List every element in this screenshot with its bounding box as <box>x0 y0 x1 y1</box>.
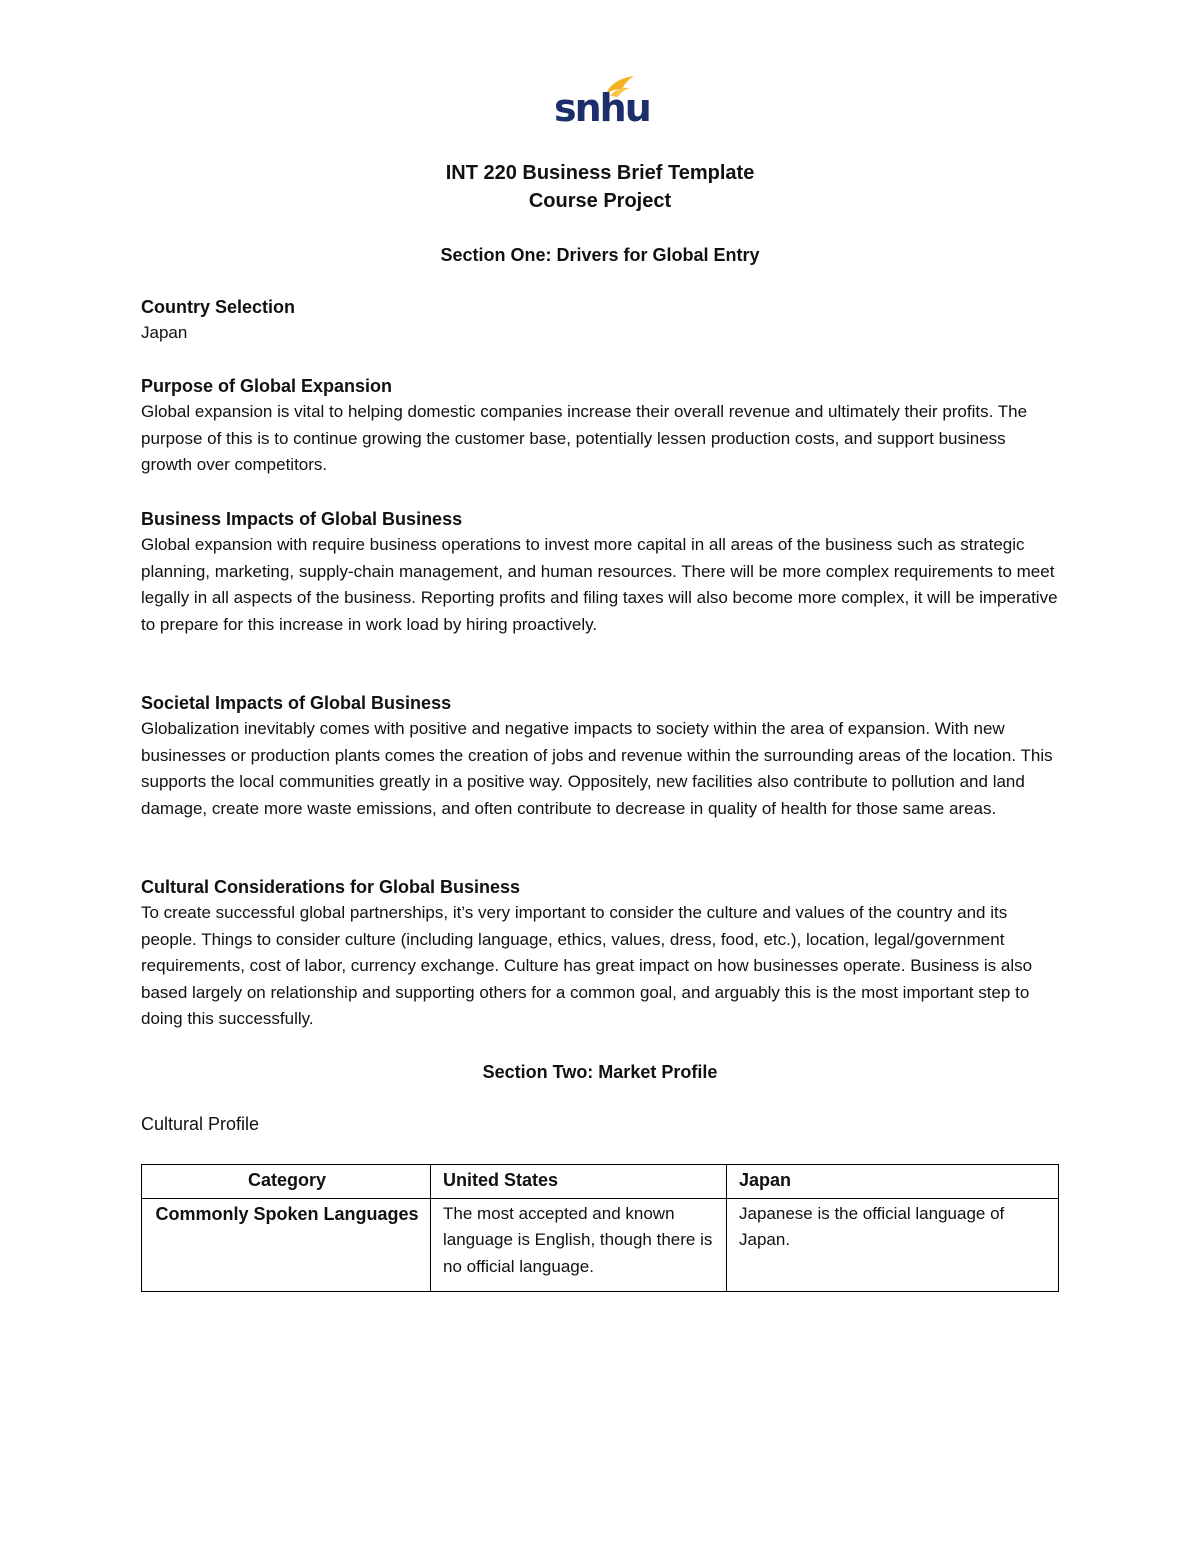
purpose-block <box>141 373 1061 479</box>
table-header-japan: Japan <box>727 1165 1059 1199</box>
cultural-profile-table <box>141 1164 1059 1292</box>
country-selection-heading: Country Selection <box>141 297 296 317</box>
business-impacts-block <box>141 506 1061 638</box>
table-cell-category: Commonly Spoken Languages <box>142 1198 431 1291</box>
cultural-profile-block <box>141 1111 1061 1137</box>
cultural-profile-heading: Cultural Profile <box>141 1114 260 1134</box>
cultural-considerations-block <box>141 874 1061 1033</box>
snhu-logo <box>554 72 650 134</box>
business-impacts-heading: Business Impacts of Global Business <box>141 509 463 529</box>
purpose-heading: Purpose of Global Expansion <box>141 376 393 396</box>
table-cell-japan: Japanese is the official language of Japan. <box>727 1198 1059 1291</box>
table-header-category: Category <box>142 1165 431 1199</box>
document-title: INT 220 Business Brief Template <box>445 162 755 184</box>
country-selection-block <box>141 294 1061 347</box>
country-selection-body: Japan <box>141 323 188 342</box>
section-two-title: Section Two: Market Profile <box>482 1062 718 1082</box>
societal-impacts-heading: Societal Impacts of Global Business <box>141 693 452 713</box>
logo-wordmark: snhu <box>554 86 650 130</box>
business-impacts-body: Global expansion with require business operations to invest more capital in all areas of the business such as strategic planning, marketing, supply-chain management, and human resources. There will be more complex requirements to meet legally in all aspects of the business. Reporting profits and filing taxes will also become more complex, it will be imperative to prepare for this increase in work load by hiring proactively. <box>141 535 1058 634</box>
cultural-considerations-heading: Cultural Considerations for Global Business <box>141 877 521 897</box>
societal-impacts-block <box>141 690 1061 822</box>
table-cell-us: The most accepted and known language is English, though there is no official language. <box>431 1198 727 1291</box>
cultural-considerations-body: To create successful global partnerships, it’s very important to consider the culture and values of the country and its people. Things to consider culture (including language, ethics, values, dress, food, etc.), location, legal/government requirements, cost of labor, currency exchange. Culture has great impact on how businesses operate. Business is also based largely on relationship and supporting others for a common goal, and arguably this is the most important step to doing this successfully. <box>141 903 1033 1028</box>
section-one-title: Section One: Drivers for Global Entry <box>440 245 760 265</box>
societal-impacts-body: Globalization inevitably comes with positive and negative impacts to society within the area of expansion. With new businesses or production plants comes the creation of jobs and revenue within the surrounding areas of the location. This supports the local communities greatly in a positive way. Oppositely, new facilities also contribute to pollution and land damage, create more waste emissions, and often contribute to decrease in quality of health for those same areas. <box>141 719 1053 818</box>
purpose-body: Global expansion is vital to helping domestic companies increase their overall revenue and ultimately their profits. The purpose of this is to continue growing the customer base, potentially lessen production costs, and support business growth over competitors. <box>141 402 1028 474</box>
table-header-us: United States <box>431 1165 727 1199</box>
table-row <box>142 1198 1059 1291</box>
table-header-row <box>142 1165 1059 1199</box>
document-subtitle: Course Project <box>528 190 672 212</box>
